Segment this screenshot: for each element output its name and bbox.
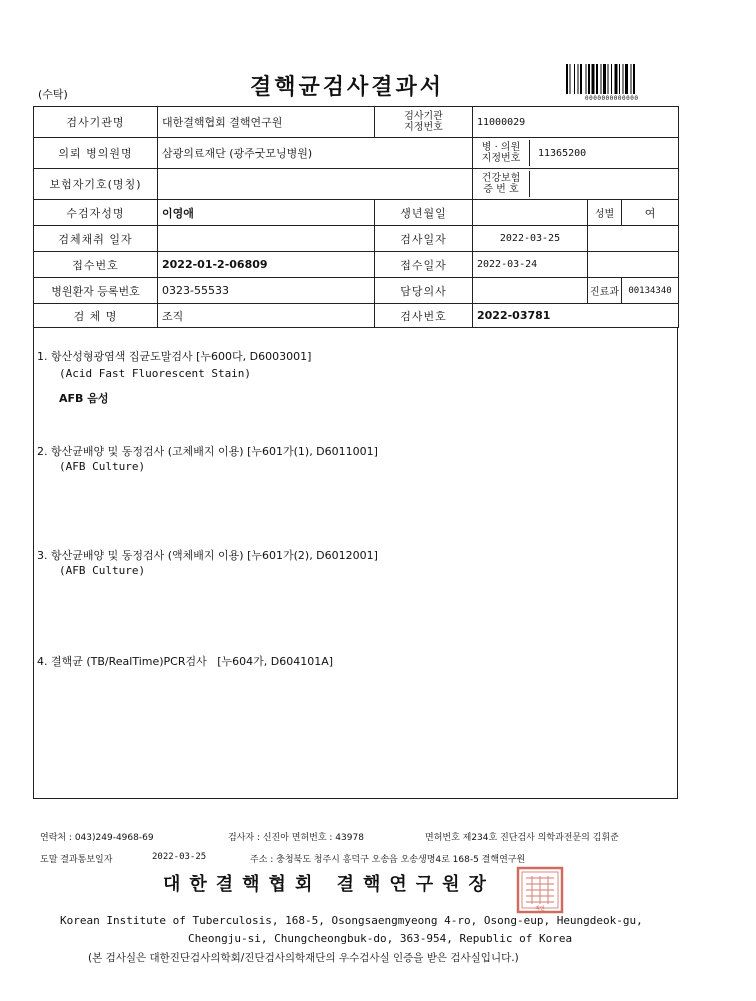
institution-no-label: 검사기관 지정번호: [375, 107, 473, 138]
official-seal-icon: [516, 866, 564, 914]
sex-value: 여: [622, 200, 679, 226]
reg-no-value: 0323-55533: [158, 278, 375, 304]
collect-value: [158, 226, 375, 252]
dept-value: 00134340: [622, 278, 679, 304]
receipt-date-label: 접수일자: [375, 252, 473, 278]
barcode-number: 0000000000000: [585, 95, 639, 102]
english-address-line-2: Cheongju-si, Chungcheongbuk-do, 363-954, Republic of Korea: [188, 932, 573, 945]
result-item-1-subtitle: (Acid Fast Fluorescent Stain): [59, 367, 252, 380]
result-item-1-title: 1. 항산성형광염색 집균도말검사 [누600다, D6003001]: [37, 350, 312, 363]
institution-label: 검사기관명: [34, 107, 158, 138]
result-item-2-title: 2. 항산균배양 및 동정검사 (고체배지 이용) [누601가(1), D6011001]: [37, 445, 378, 458]
health-no-label: 건강보험 증 번 호: [473, 171, 530, 197]
institution-no-value: 11000029: [473, 107, 679, 138]
hospital-no-label: 병 · 의원 지정번호: [473, 140, 530, 166]
examiner-text: 검사자 : 신진아 면허번호 : 43978: [228, 833, 364, 843]
result-item-3-title: 3. 항산균배양 및 동정검사 (액체배지 이용) [누601가(2), D6012001]: [37, 549, 378, 562]
contact-text: 연락처 : 043)249-4968-69: [40, 833, 154, 843]
test-date-value: 2022-03-25: [473, 226, 588, 252]
certification-text: (본 검사실은 대한진단검사의학회/진단검사의학재단의 우수검사실 인증을 받은 검사실입니다.): [88, 952, 519, 964]
specimen-value: 조직: [158, 304, 375, 328]
hospital-no-value: 11365200: [538, 147, 587, 159]
hospital-value: 삼광의료재단 (광주굿모닝병원): [158, 138, 473, 169]
patient-label: 수검자성명: [34, 200, 158, 226]
results-box: [33, 327, 678, 799]
commission-label: (수탁): [38, 88, 68, 101]
patient-value: 이영애: [158, 200, 375, 226]
english-address-line-1: Korean Institute of Tuberculosis, 168-5, Osongsaengmyeong 4-ro, Osong-eup, Heungdeok-gu,: [60, 914, 643, 927]
receipt-date-value: 2022-03-24: [473, 252, 588, 278]
reg-no-label: 병원환자 등록번호: [34, 278, 158, 304]
institution-value: 대한결핵협회 결핵연구원: [158, 107, 375, 138]
receipt-no-value: 2022-01-2-06809: [158, 252, 375, 278]
dob-label: 생년월일: [375, 200, 473, 226]
doctor-label: 담당의사: [375, 278, 473, 304]
report-date-value: 2022-03-25: [152, 852, 207, 862]
dept-label: 진료과: [588, 278, 622, 304]
result-item-1-value: AFB 음성: [59, 392, 109, 405]
result-item-2-subtitle: (AFB Culture): [59, 460, 146, 473]
barcode-icon: [566, 64, 676, 94]
hospital-label: 의뢰 병의원명: [34, 138, 158, 169]
collect-label: 검체채취 일자: [34, 226, 158, 252]
insurance-value: [158, 169, 473, 200]
institute-name: 대한결핵협회 결핵연구원장: [163, 874, 495, 895]
doctor-value: [473, 278, 588, 304]
address-text: 주소 : 충청북도 청주시 흥덕구 오송읍 오송생명4로 168-5 결핵연구원: [250, 855, 526, 865]
specimen-label: 검 체 명: [34, 304, 158, 328]
seal-label: 직인: [535, 906, 545, 912]
test-no-value: 2022-03781: [473, 304, 679, 328]
report-date-label: 도말 결과통보일자: [40, 855, 113, 865]
insurance-label: 보험자기호(명칭): [34, 169, 158, 200]
document-title: 결핵균검사결과서: [250, 74, 445, 100]
test-no-label: 검사번호: [375, 304, 473, 328]
specialist-text: 면허번호 제234호 진단검사 의학과전문의 김휘준: [425, 833, 619, 843]
result-item-3-subtitle: (AFB Culture): [59, 564, 146, 577]
sex-label: 성별: [588, 200, 622, 226]
info-table: [33, 106, 679, 328]
receipt-no-label: 접수번호: [34, 252, 158, 278]
result-item-4-title: 4. 결핵균 (TB/RealTime)PCR검사 [누604가, D604101A]: [37, 655, 334, 668]
dob-value: [473, 200, 588, 226]
test-date-label: 검사일자: [375, 226, 473, 252]
